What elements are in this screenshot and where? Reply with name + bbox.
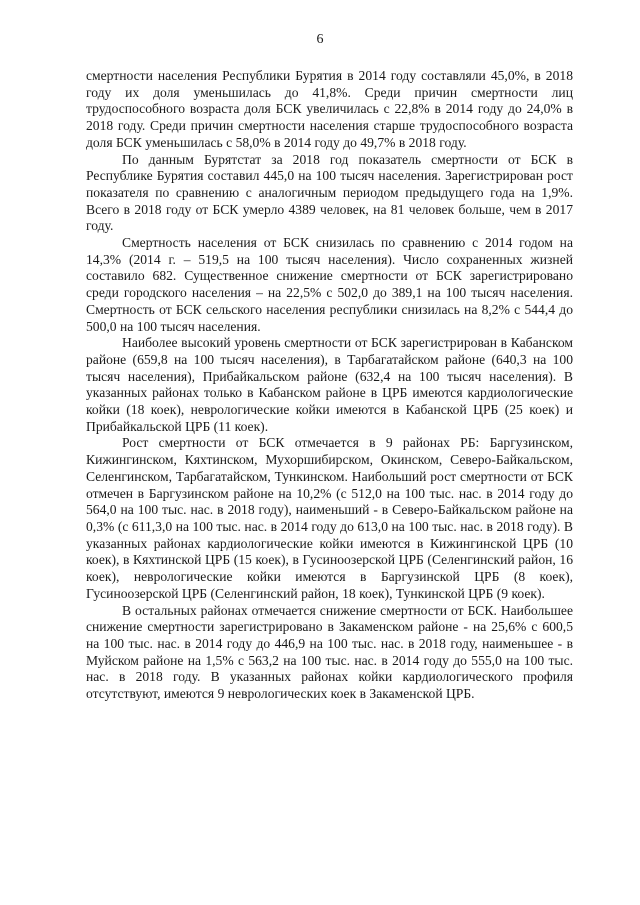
paragraph-mortality-share: смертности населения Республики Бурятия в 2014 году составляли 45,0%, в 2018 году их доля уменьшилась до 41,8%. Среди причин смертности лиц трудоспособного возраста доля БСК увеличилась с 22,8% в 2014 году до 24,0% в 2018 году. Среди причин смертности населения старше трудоспособного возраста доля БСК уменьшилась с 58,0% в 2014 году до 49,7% в 2018 году. <box>86 68 573 150</box>
paragraph-other-districts: В остальных районах отмечается снижение смертности от БСК. Наибольшее снижение смертности зарегистрировано в Закаменском районе - на 25,6% с 600,5 на 100 тыс. нас. в 2014 году до 446,9 на 100 тыс. нас. в 2018 году, наименьшее - в Муйском районе на 1,5% с 563,2 на 100 тыс. нас. в 2014 году до 555,0 на 100 тыс. нас. в 2018 году. В указанных районах койки кардиологического профиля отсутствуют, имеются 9 неврологических коек в Закаменской ЦРБ. <box>86 602 573 702</box>
page-number: 6 <box>316 32 324 47</box>
paragraph-mortality-decrease: Смертность населения от БСК снизилась по сравнению с 2014 годом на 14,3% (2014 г. – 519,5 на 100 тысяч населения). Число сохраненных жизней составило 682. Существенное снижение смертности от БСК зарегистрировано среди городского населения – на 22,5% с 502,0 до 389,1 на 100 тысяч населения. Смертность от БСК сельского населения республики снизилась на 8,2% с 544,4 до 500,0 на 100 тысяч населения. <box>86 235 573 334</box>
paragraph-highest-mortality-districts: Наиболее высокий уровень смертности от БСК зарегистрирован в Кабанском районе (659,8 на 100 тысяч населения), в Тарбагатайском районе (640,3 на 100 тысяч населения), Прибайкальском районе (632,4 на 100 тысяч населения). В указанных районах только в Кабанском районе в ЦРБ имеются кардиологические койки (18 коек), неврологические койки имеются в Кабанской ЦРБ (25 коек) и Прибайкальской ЦРБ (11 коек). <box>86 335 573 434</box>
paragraph-buryatstat-2018: По данным Бурятстат за 2018 год показатель смертности от БСК в Республике Бурятия составил 445,0 на 100 тысяч населения. Зарегистрирован рост показателя по сравнению с аналогичным периодом предыдущего года на 1,9%. Всего в 2018 году от БСК умерло 4389 человек, на 81 человек больше, чем в 2017 году. <box>86 151 573 234</box>
document-body <box>86 68 573 703</box>
paragraph-mortality-growth-districts: Рост смертности от БСК отмечается в 9 районах РБ: Баргузинском, Кижингинском, Кяхтинском, Мухоршибирском, Окинском, Северо-Байкальском, Селенгинском, Тарбагатайском, Тункинском. Наибольший рост смертности от БСК отмечен в Баргузинском районе на 10,2% (с 512,0 на 100 тыс. нас. в 2014 году до 564,0 на 100 тыс. нас. в 2018 году), наименьший - в Северо-Байкальском районе на 0,3% (с 611,3,0 на 100 тыс. нас. в 2014 году до 613,0 на 100 тыс. нас. в 2018 году). В указанных районах кардиологические койки имеются в Кижингинской ЦРБ (10 коек), в Кяхтинской ЦРБ (15 коек), в Гусиноозерской ЦРБ (Селенгинский район, 16 коек), неврологические койки имеются в Баргузинской ЦРБ (8 коек), Гусиноозерской ЦРБ (Селенгинский район, 18 коек), Тункинской ЦРБ (9 коек). <box>86 435 573 601</box>
